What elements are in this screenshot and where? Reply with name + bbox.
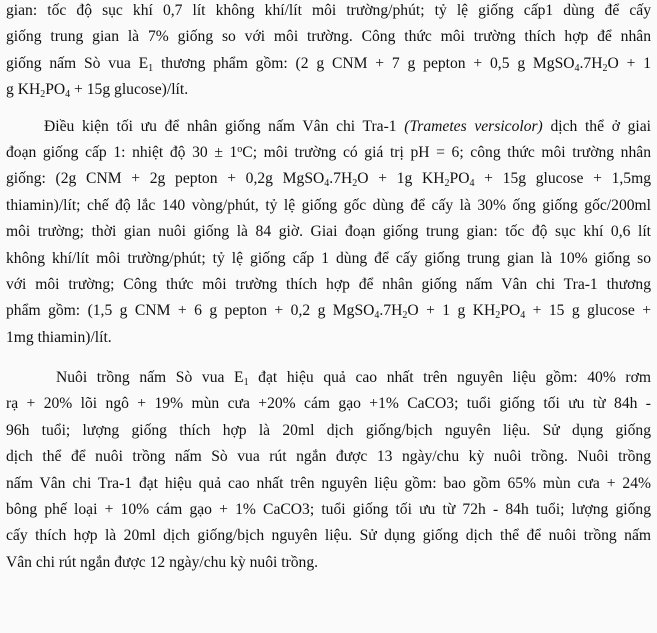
- text-line: môi trường; thời gian nuôi giống là 84 giờ. Giai đoạn giống trung gian: tốc độ sục khí 0,6 lít: [6, 223, 651, 241]
- text-line: cấy thích hợp là 20ml dịch giống/bịch nguyên liệu. Sử dụng giống dịch thể để nuôi trồng nấm: [6, 527, 651, 545]
- text-line: giống trung gian là 7% giống so với môi trường. Công thức môi trường thích hợp để nhân: [6, 28, 651, 46]
- text-line: gian: tốc độ sục khí 0,7 lít không khí/lít môi trường/phút; tỷ lệ giống cấp1 dùng để cấy: [6, 2, 651, 19]
- text-line: dịch thể để nuôi trồng nấm Sò vua rút ngắn được 13 ngày/chu kỳ nuôi trồng. Nuôi trồng: [6, 448, 651, 466]
- paragraph-3: [6, 365, 651, 576]
- paragraph-2: [6, 114, 651, 352]
- text-line: không khí/lít môi trường/phút; tỷ lệ giống cấp 1 dùng để cấy giống trung gian là 10% giống so: [6, 249, 651, 267]
- paragraph-gap: [6, 351, 651, 365]
- text-line: Nuôi trồng nấm Sò vua $E_1$ đạt hiệu quả cao nhất trên nguyên liệu gồm: 40% rơm: [56, 369, 652, 389]
- text-line: 96h tuổi; lượng giống thích hợp là 20ml dịch giống/bịch nguyên liệu. Sử dụng giống: [6, 421, 651, 439]
- text-line: Điều kiện tối ưu để nhân giống nấm Vân chi Tra-1 (Trametes versicolor) dịch thể ở giai: [44, 117, 652, 135]
- paragraph-gap: [6, 104, 651, 114]
- text-line: thiamin)/lít; chế độ lắc 140 vòng/phút, tỷ lệ giống gốc dùng để cấy là 30% ống giống gốc/200ml: [6, 196, 651, 214]
- text-line: bông phế loại + 10% cám gạo + 1% CaCO3; tuổi giống tối ưu từ 72h - 84h tuổi; lượng giống: [6, 501, 651, 519]
- text-line: giống: (2g CNM + 2g pepton + 0,2g $MgSO_4.7H_2O + 1g$ $KH_2PO_4 + 15g$ glucose + 1,5mg: [6, 170, 651, 190]
- text-line: giống nấm Sò vua $E_1$ thương phẩm gồm: (2 g CNM + 7 g pepton + 0,5 g $MgSO_4.7H_2O + 1$: [6, 54, 651, 74]
- text-line: phẩm gồm: (1,5 g CNM + 6 g pepton + 0,2 g $MgSO_4.7H_2O + 1$ g $KH_2PO_4 + 15$ g glucose +: [6, 302, 651, 322]
- text-line: đoạn giống cấp 1: nhiệt độ $30 \pm 1^oC$; môi trường có giá trị pH = 6; công thức môi trường nhân: [6, 143, 651, 161]
- paragraph-1: [6, 0, 651, 104]
- text-line: với môi trường; Công thức môi trường thích hợp để nhân giống nấm Vân chi Tra-1 thương: [6, 275, 651, 293]
- document-page: [6, 0, 651, 576]
- text-line: nấm Vân chi Tra-1 đạt hiệu quả cao nhất trên nguyên liệu gồm: bao gồm 65% mùn cưa + 24%: [6, 474, 651, 492]
- text-line: g $KH_2PO_4 + 15g$ glucose)/lít.: [6, 81, 189, 101]
- text-line: rạ + 20% lõi ngô + 19% mùn cưa +20% cám gạo +1% CaCO3; tuổi giống tối ưu từ 84h -: [6, 395, 651, 413]
- text-line: Vân chi rút ngắn được 12 ngày/chu kỳ nuôi trồng.: [6, 553, 319, 571]
- text-line: 1mg thiamin)/lít.: [6, 328, 112, 346]
